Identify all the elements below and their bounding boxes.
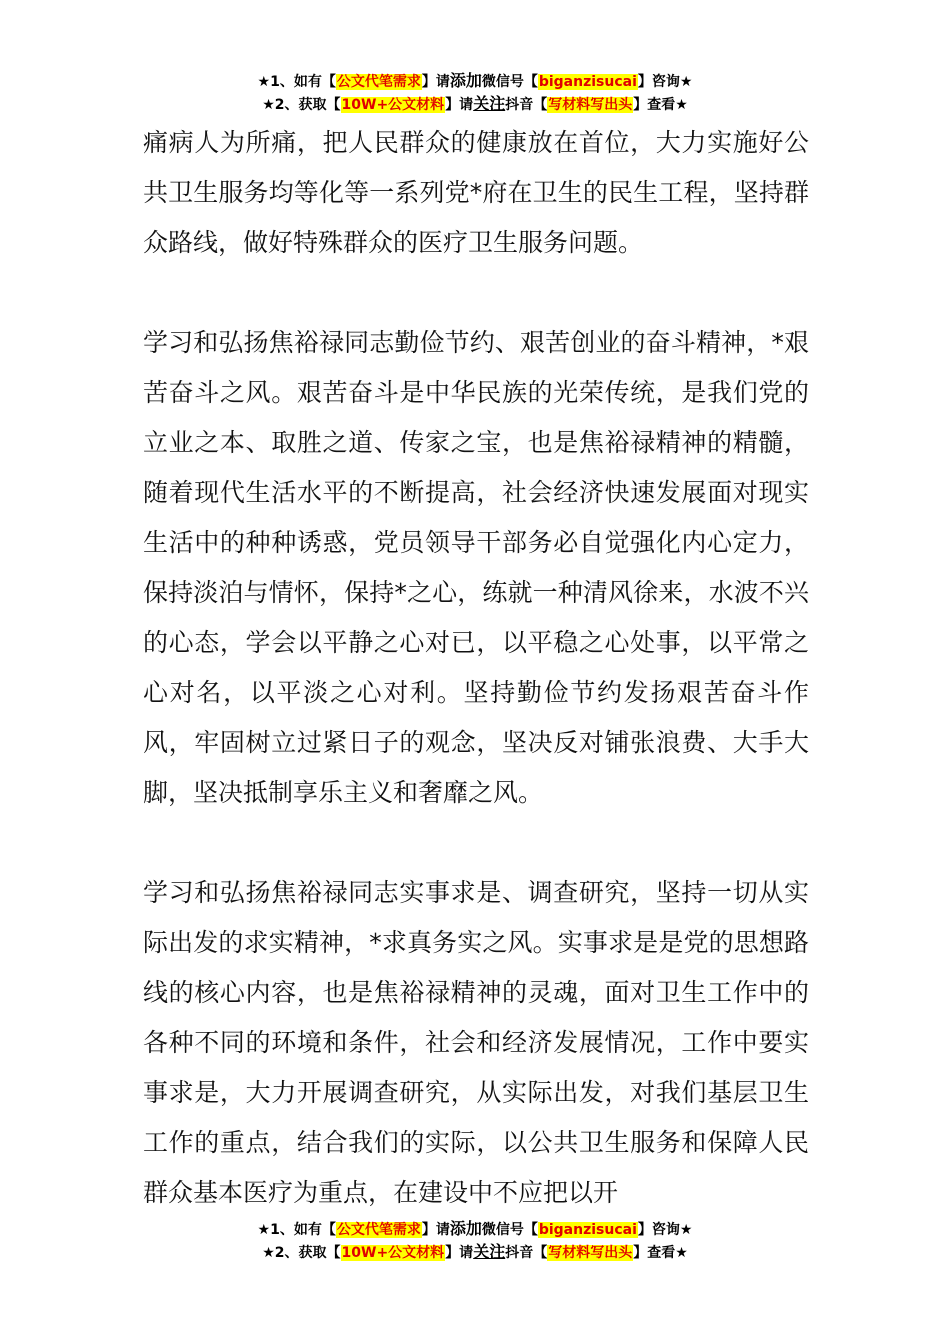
document-body xyxy=(143,118,809,1218)
banner-text: 抖音【 xyxy=(505,97,548,113)
banner-text: 】咨询★ xyxy=(637,74,693,90)
banner-line-2 xyxy=(0,1241,950,1264)
footer-banner xyxy=(0,1218,950,1264)
highlight-wechat-id: biganzisucai xyxy=(538,74,637,90)
highlight-materials: 10W+公文材料 xyxy=(341,97,445,113)
banner-text: 】咨询★ xyxy=(637,1222,693,1238)
banner-emphasis: 添加 xyxy=(449,1219,482,1238)
banner-text: 】请 xyxy=(421,1222,450,1238)
paragraph: 学习和弘扬焦裕禄同志勤俭节约、艰苦创业的奋斗精神，*艰苦奋斗之风。艰苦奋斗是中华民族的光荣传统，是我们党的立业之本、取胜之道、传家之宝，也是焦裕禄精神的精髓，随着现代生活水平的不断提高，社会经济快速发展面对现实生活中的种种诱惑，党员领导干部务必自觉强化内心定力，保持淡泊与情怀，保持*之心，练就一种清风徐来，水波不兴的心态，学会以平静之心对已，以平稳之心处事，以平常之心对名，以平淡之心对利。坚持勤俭节约发扬艰苦奋斗作风，牢固树立过紧日子的观念，坚决反对铺张浪费、大手大脚，坚决抵制享乐主义和奢靡之风。 xyxy=(143,328,809,807)
banner-text: 微信号【 xyxy=(481,74,538,90)
paragraph: 学习和弘扬焦裕禄同志实事求是、调查研究，坚持一切从实际出发的求实精神，*求真务实之风。实事求是是党的思想路线的核心内容，也是焦裕禄精神的灵魂，面对卫生工作中的各种不同的环境和条件，社会和经济发展情况，工作中要实事求是，大力开展调查研究，从实际出发，对我们基层卫生工作的重点，结合我们的实际，以公共卫生服务和保障人民群众基本医疗为重点，在建设中不应把以开 xyxy=(143,878,809,1207)
header-banner xyxy=(0,70,950,116)
banner-line-1 xyxy=(0,1218,950,1241)
banner-text: ★1、如有【 xyxy=(257,74,336,90)
banner-text: 】查看★ xyxy=(633,97,688,113)
banner-emphasis: 关注 xyxy=(473,94,506,113)
banner-text: 】请 xyxy=(445,97,474,113)
banner-emphasis: 添加 xyxy=(449,71,482,90)
banner-text: 微信号【 xyxy=(481,1222,538,1238)
banner-text: 抖音【 xyxy=(505,1245,548,1261)
banner-text: 】请 xyxy=(445,1245,474,1261)
highlight-douyin-account: 写材料写出头 xyxy=(548,97,633,113)
banner-text: ★2、获取【 xyxy=(262,97,341,113)
banner-line-2 xyxy=(0,93,950,116)
highlight-service: 公文代笔需求 xyxy=(336,74,421,90)
banner-text: ★2、获取【 xyxy=(262,1245,341,1261)
banner-emphasis: 关注 xyxy=(473,1242,506,1261)
highlight-materials: 10W+公文材料 xyxy=(341,1245,445,1261)
banner-line-1 xyxy=(0,70,950,93)
highlight-douyin-account: 写材料写出头 xyxy=(548,1245,633,1261)
paragraph: 痛病人为所痛，把人民群众的健康放在首位，大力实施好公共卫生服务均等化等一系列党*府在卫生的民生工程，坚持群众路线，做好特殊群众的医疗卫生服务问题。 xyxy=(143,128,809,257)
highlight-wechat-id: biganzisucai xyxy=(538,1222,637,1238)
banner-text: 】查看★ xyxy=(633,1245,688,1261)
banner-text: ★1、如有【 xyxy=(257,1222,336,1238)
highlight-service: 公文代笔需求 xyxy=(336,1222,421,1238)
banner-text: 】请 xyxy=(421,74,450,90)
